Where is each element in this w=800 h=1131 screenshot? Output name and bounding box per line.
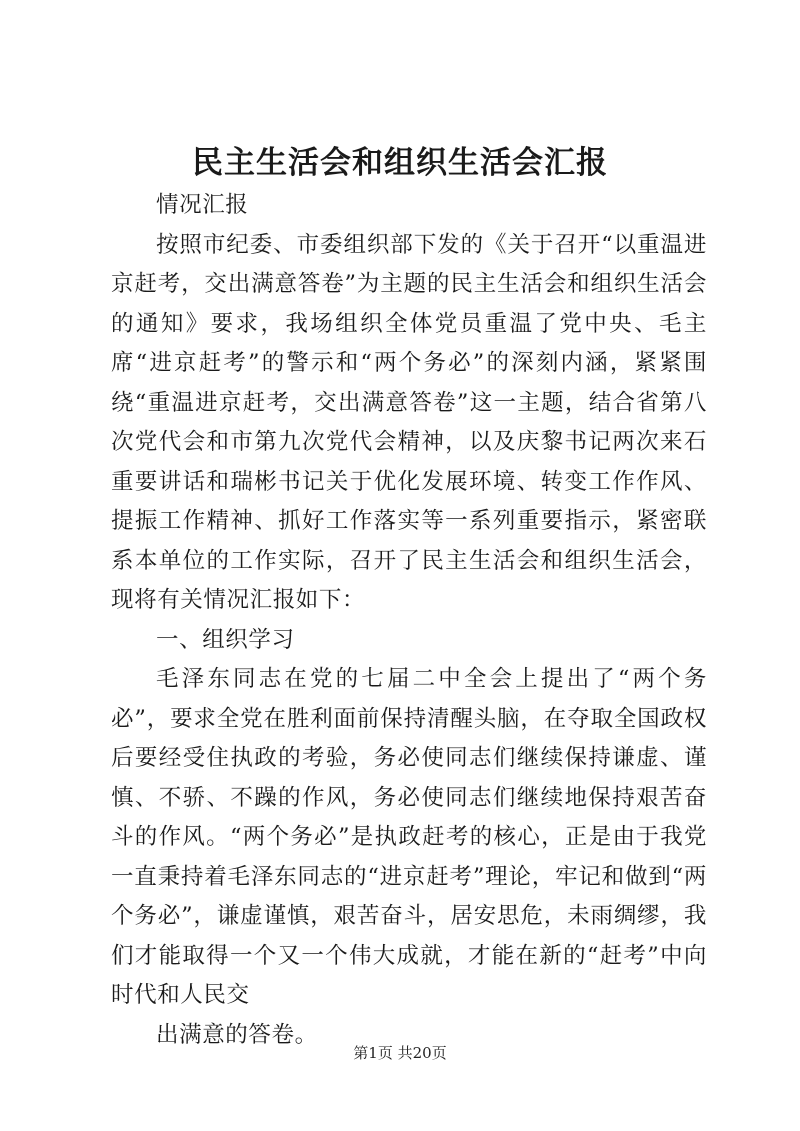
section-heading-study: 一、组织学习	[156, 626, 295, 653]
document-title: 民主生活会和组织生活会汇报	[192, 145, 608, 181]
paragraph-study: 毛泽东同志在党的七届二中全会上提出了“两个务必”，要求全党在胜利面前保持清醒头脑，在夺取全国政权后要经受住执政的考验，务必使同志们继续保持谦虚、谨慎、不骄、不躁的作风，务必使同志们继续地保持艰苦奋斗的作风。“两个务必”是执政赶考的核心，正是由于我党一直秉持着毛泽东同志的“进京赶考”理论，牢记和做到“两个务必”，谦虚谨慎，艰苦奋斗，居安思危，未雨绸缪，我们才能取得一个又一个伟大成就，才能在新的“赶考”中向时代和人民交	[111, 666, 707, 1008]
page-number-footer: 第1页 共20页	[353, 1044, 447, 1062]
paragraph-continuation: 出满意的答卷。	[156, 1021, 318, 1048]
document-body	[111, 186, 707, 1055]
paragraph-heading-report: 情况汇报	[156, 192, 249, 218]
paragraph-intro: 按照市纪委、市委组织部下发的《关于召开“以重温进京赶考，交出满意答卷”为主题的民主生活会和组织生活会的通知》要求，我场组织全体党员重温了党中央、毛主席“进京赶考”的警示和“两个务必”的深刻内涵，紧紧围绕“重温进京赶考，交出满意答卷”这一主题，结合省第八次党代会和市第九次党代会精神，以及庆黎书记两次来石重要讲话和瑞彬书记关于优化发展环境、转变工作作风、提振工作精神、抓好工作落实等一系列重要指示，紧密联系本单位的工作实际，召开了民主生活会和组织生活会，现将有关情况汇报如下：	[111, 231, 707, 613]
